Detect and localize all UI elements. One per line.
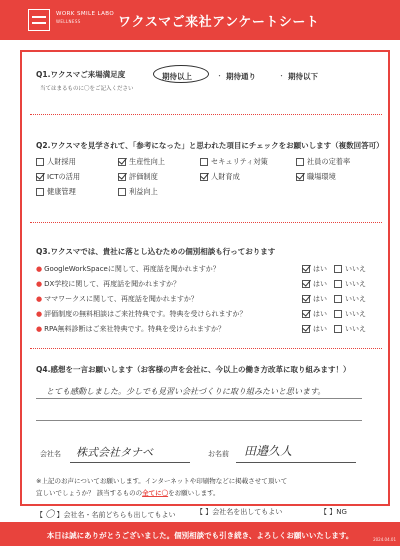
q2-item-label: 評価制度: [129, 172, 158, 181]
checkbox-checked-icon[interactable]: [302, 325, 310, 333]
checkbox-empty-icon[interactable]: [200, 158, 208, 166]
q3-question: ママワークスに関して、再度話を聞かれますか？: [44, 295, 198, 303]
q3-no-label: いいえ: [345, 310, 366, 318]
q3-no-label: いいえ: [345, 325, 366, 333]
q3-yes-option[interactable]: [302, 309, 327, 319]
q3-no-label: いいえ: [345, 265, 366, 273]
q3-no-option[interactable]: [334, 279, 366, 289]
checkbox-empty-icon[interactable]: [36, 188, 44, 196]
consent-option-company[interactable]: 【 】会社名を出してもよい: [196, 508, 283, 516]
consent-option-ng[interactable]: 【 】NG: [320, 508, 347, 516]
note-suffix: をお願いします。: [168, 489, 220, 497]
checkbox-empty-icon[interactable]: [334, 265, 342, 273]
publish-note-line2: [36, 488, 220, 497]
option-above-expectation[interactable]: 期待以上: [162, 72, 192, 81]
q2-item[interactable]: [296, 172, 336, 182]
q3-no-option[interactable]: [334, 309, 366, 319]
q3-question: DX学校に関して、再度話を聞かれますか？: [44, 280, 181, 288]
checkbox-empty-icon[interactable]: [296, 158, 304, 166]
company-value[interactable]: 株式会社タナベ: [76, 446, 153, 459]
q3-row: [36, 279, 180, 289]
q3-title: Q3.ワクスマでは、貴社に落とし込むための個別相談も行っております: [36, 247, 276, 256]
thanks-message: 本日は誠にありがとうございました。個別相談でも引き続き、よろしくお願いいたします。: [46, 531, 354, 540]
logo-icon: [28, 9, 50, 31]
brand-line1: WORK SMILE LABO: [56, 11, 115, 17]
checkbox-checked-icon[interactable]: [296, 173, 304, 181]
bullet-icon: ●: [36, 295, 43, 303]
bullet-icon: ●: [36, 325, 43, 333]
q3-question: GoogleWorkSpaceに関して、再度話を聞かれますか？: [44, 265, 220, 273]
name-label: お名前: [208, 450, 229, 458]
q1-note: 当てはまるものに〇をご記入ください: [40, 86, 134, 92]
checkbox-checked-icon[interactable]: [302, 280, 310, 288]
q2-item[interactable]: [36, 172, 80, 182]
q3-no-option[interactable]: [334, 294, 366, 304]
q2-item[interactable]: [200, 172, 240, 182]
q3-no-option[interactable]: [334, 324, 366, 334]
q3-yes-option[interactable]: [302, 279, 327, 289]
q2-item[interactable]: [118, 187, 158, 197]
checkbox-empty-icon[interactable]: [334, 280, 342, 288]
checkbox-checked-icon[interactable]: [200, 173, 208, 181]
q2-item-label: 人財採用: [47, 157, 76, 166]
separator-icon: ・: [278, 72, 285, 80]
consent-label: 会社名・名前どちらも出してもよい: [63, 511, 176, 519]
comment-line: [36, 420, 362, 421]
note-emphasis: 全てに〇: [142, 489, 169, 497]
q3-yes-label: はい: [313, 325, 327, 333]
checkbox-empty-icon[interactable]: [118, 188, 126, 196]
q3-yes-option[interactable]: [302, 264, 327, 274]
q2-item[interactable]: [36, 187, 76, 197]
header-bar: [0, 0, 400, 40]
comment-line: [36, 398, 362, 399]
consent-label: NG: [336, 508, 347, 516]
q3-question: RPA無料診断はご来社特典です。特典を受けられますか？: [44, 325, 225, 333]
q3-no-option[interactable]: [334, 264, 366, 274]
q2-item-label: 人財育成: [211, 172, 240, 181]
divider: [30, 222, 382, 223]
q2-item[interactable]: [118, 172, 158, 182]
q2-item-label: 利益向上: [129, 187, 158, 196]
q3-yes-label: はい: [313, 295, 327, 303]
q3-row: [36, 324, 225, 334]
q3-yes-label: はい: [313, 265, 327, 273]
checkbox-checked-icon[interactable]: [118, 158, 126, 166]
option-below-expectation[interactable]: 期待以下: [288, 72, 318, 81]
brand-line2: WELLNESS: [56, 19, 81, 24]
checkbox-empty-icon[interactable]: [334, 295, 342, 303]
consent-label: 会社名を出してもよい: [212, 508, 283, 516]
bullet-icon: ●: [36, 265, 43, 273]
option-as-expected[interactable]: 期待通り: [226, 72, 256, 81]
q3-no-label: いいえ: [345, 280, 366, 288]
q2-item[interactable]: [118, 157, 165, 167]
divider: [30, 114, 382, 115]
q2-item[interactable]: [200, 157, 268, 167]
q3-row: [36, 309, 247, 319]
sheet-title: ワクスマご来社アンケートシート: [118, 15, 320, 30]
brand-text: [56, 11, 114, 25]
q3-row: [36, 264, 220, 274]
q3-yes-option[interactable]: [302, 324, 327, 334]
checkbox-empty-icon[interactable]: [334, 325, 342, 333]
q3-question: 評価制度の無料相談はご来社特典です。特典を受けられますか？: [44, 310, 247, 318]
q2-item-label: 社員の定着率: [307, 157, 351, 166]
checkbox-checked-icon[interactable]: [302, 310, 310, 318]
checkbox-checked-icon[interactable]: [36, 173, 44, 181]
consent-mark: 〇: [45, 510, 55, 520]
q2-item-label: 職場環境: [307, 172, 336, 181]
date-stamp: 2024.04.01: [373, 537, 396, 542]
q2-item[interactable]: [296, 157, 350, 167]
checkbox-checked-icon[interactable]: [302, 295, 310, 303]
checkbox-checked-icon[interactable]: [302, 265, 310, 273]
company-underline: [70, 462, 190, 463]
separator-icon: ・: [216, 72, 223, 80]
q3-yes-label: はい: [313, 310, 327, 318]
bullet-icon: ●: [36, 280, 43, 288]
name-underline: [236, 462, 356, 463]
q2-item-label: 生産性向上: [129, 157, 165, 166]
divider: [30, 348, 382, 349]
q1-title: Q1.ワクスマご来場満足度: [36, 70, 126, 79]
publish-note-line1: ※上記のお声についてお願いします。インターネットや印刷物などに掲載させて頂いて: [36, 477, 288, 485]
checkbox-empty-icon[interactable]: [334, 310, 342, 318]
q3-no-label: いいえ: [345, 295, 366, 303]
consent-option-both[interactable]: 【 〇 】会社名・名前どちらも出してもよい: [36, 510, 176, 520]
company-label: 会社名: [40, 450, 61, 458]
note-prefix: 宜しいでしょうか？ 該当するものの: [36, 489, 143, 497]
q3-row: [36, 294, 198, 304]
q2-item-label: 健康管理: [47, 187, 76, 196]
q3-yes-label: はい: [313, 280, 327, 288]
q4-title: Q4.感想を一言お願いします（お客様の声を会社に、今以上の働き方改革に取り組みます！）: [36, 365, 351, 374]
footer-bar: [0, 522, 400, 546]
q2-title: Q2.ワクスマを見学されて、「参考になった」と思われた項目にチェックをお願いします（複数回答可）: [36, 141, 384, 150]
q2-item[interactable]: [36, 157, 76, 167]
bullet-icon: ●: [36, 310, 43, 318]
checkbox-empty-icon[interactable]: [36, 158, 44, 166]
q2-item-label: ICTの活用: [47, 172, 81, 181]
q3-yes-option[interactable]: [302, 294, 327, 304]
handwritten-comment: とても感動しました。少しでも見習い会社づくりに取り組みたいと思います。: [46, 387, 326, 396]
survey-frame: [20, 50, 390, 506]
name-value[interactable]: 田邉久人: [244, 444, 293, 458]
q2-item-label: セキュリティ対策: [211, 157, 268, 166]
checkbox-checked-icon[interactable]: [118, 173, 126, 181]
